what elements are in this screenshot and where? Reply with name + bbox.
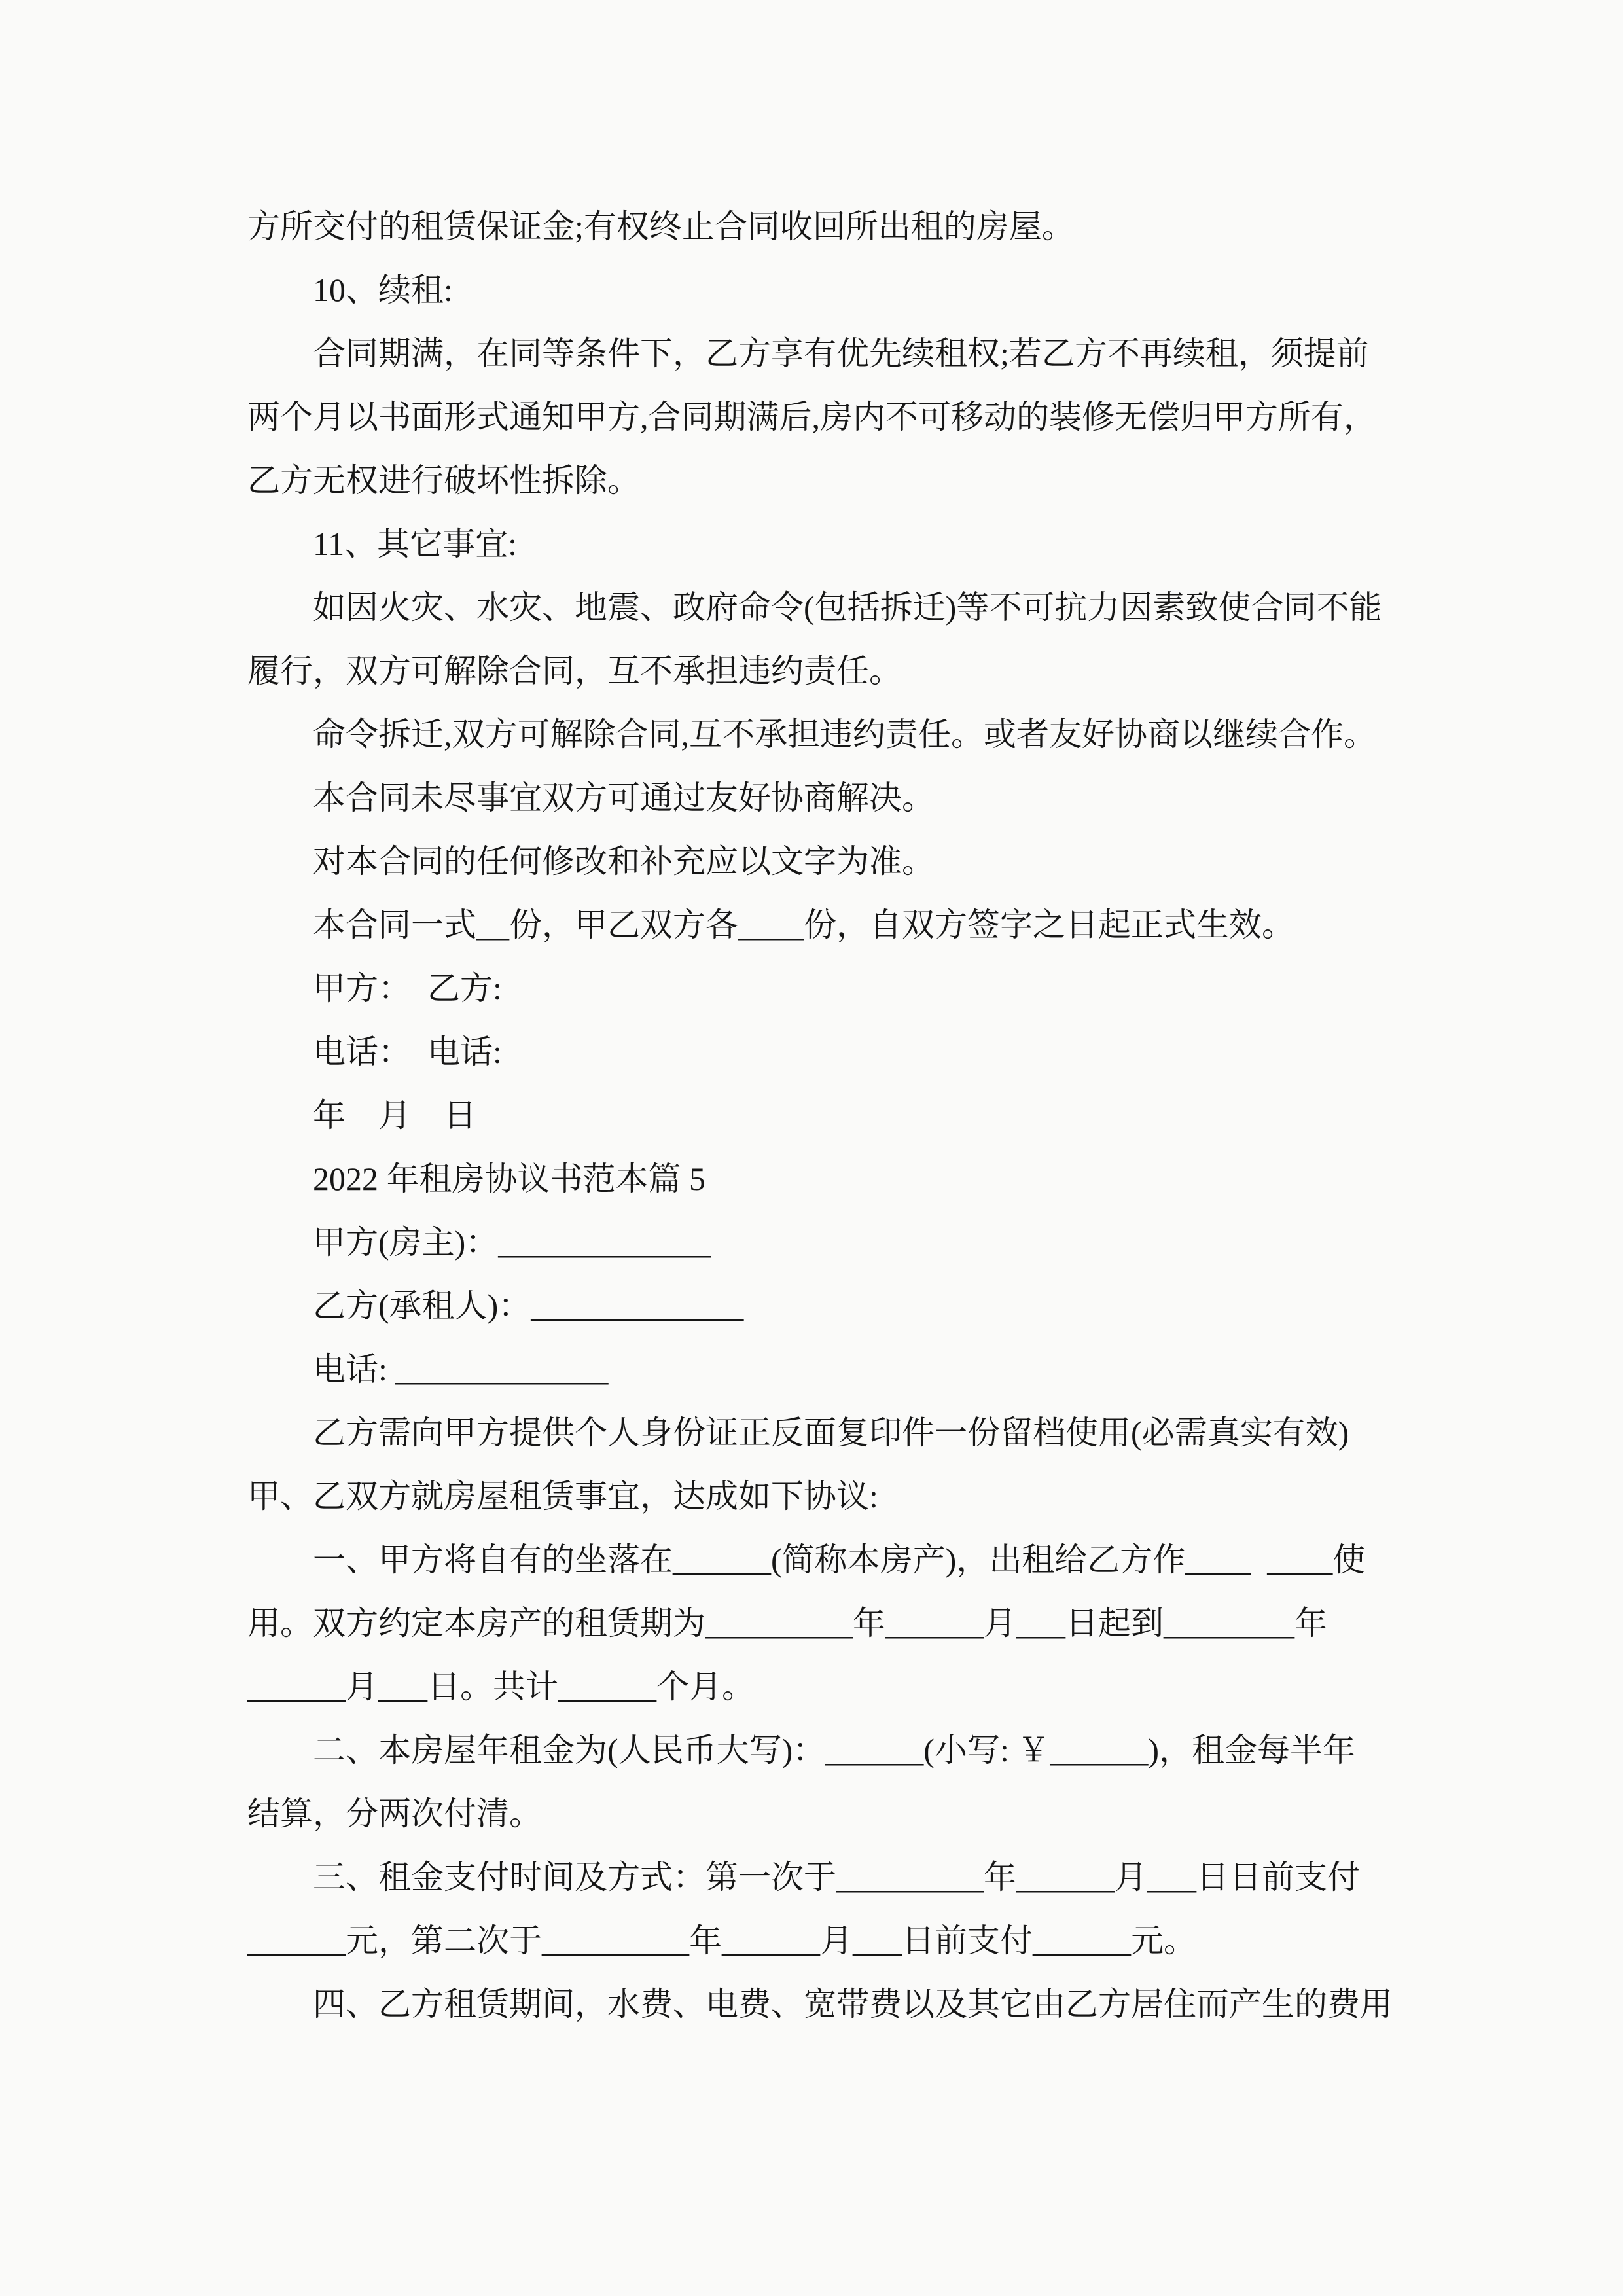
document-body [247, 195, 1427, 2036]
document-line: 一、甲方将自有的坐落在______(简称本房产)，出租给乙方作____ ____使 [247, 1541, 1366, 1578]
document-line: 两个月以书面形式通知甲方,合同期满后,房内不可移动的装修无偿归甲方所有， [247, 399, 1376, 435]
document-line: 11、其它事宜: [247, 526, 518, 562]
document-line: 如因火灾、水灾、地震、政府命令(包括拆迁)等不可抗力因素致使合同不能 [247, 589, 1382, 626]
document-line: 三、租金支付时间及方式：第一次于_________年______月___日日前支付 [247, 1859, 1360, 1895]
document-line: 二、本房屋年租金为(人民币大写)：______(小写: ￥______)，租金每半年 [247, 1732, 1355, 1768]
document-line: 四、乙方租赁期间，水费、电费、宽带费以及其它由乙方居住而产生的费用 [247, 1986, 1393, 2022]
document-line: 履行，双方可解除合同，互不承担违约责任。 [247, 653, 902, 689]
document-line: 合同期满，在同等条件下，乙方享有优先续租权;若乙方不再续租，须提前 [247, 335, 1369, 372]
document-line: ______月___日。共计______个月。 [247, 1668, 755, 1705]
document-line: 甲方： 乙方: [247, 970, 502, 1007]
document-line: 本合同一式__份，甲乙双方各____份，自双方签字之日起正式生效。 [247, 906, 1294, 943]
document-line: 结算，分两次付清。 [247, 1795, 542, 1832]
document-line: 2022 年租房协议书范本篇 5 [247, 1160, 705, 1197]
document-line: 命令拆迁,双方可解除合同,互不承担违约责任。或者友好协商以继续合作。 [247, 716, 1376, 753]
document-line: 甲方(房主)：_____________ [247, 1224, 711, 1261]
document-line: 方所交付的租赁保证金;有权终止合同收回所出租的房屋。 [247, 208, 1075, 245]
document-line: 年 月 日 [247, 1097, 476, 1134]
document-line: 对本合同的任何修改和补充应以文字为准。 [247, 843, 935, 880]
document-line: 甲、乙双方就房屋租赁事宜，达成如下协议: [247, 1478, 878, 1515]
document-line: 电话： 电话: [247, 1033, 502, 1070]
document-line: 电话: _____________ [247, 1351, 609, 1388]
document-line: ______元，第二次于_________年______月___日前支付______元。 [247, 1922, 1196, 1959]
document-line: 乙方(承租人)：_____________ [247, 1287, 744, 1324]
document-line: 本合同未尽事宜双方可通过友好协商解决。 [247, 780, 935, 816]
document-line: 乙方无权进行破坏性拆除。 [247, 462, 640, 499]
document-line: 乙方需向甲方提供个人身份证正反面复印件一份留档使用(必需真实有效) [247, 1414, 1349, 1451]
document-line: 10、续租: [247, 272, 453, 308]
document-line: 用。双方约定本房产的租赁期为_________年______月___日起到________年 [247, 1605, 1327, 1641]
